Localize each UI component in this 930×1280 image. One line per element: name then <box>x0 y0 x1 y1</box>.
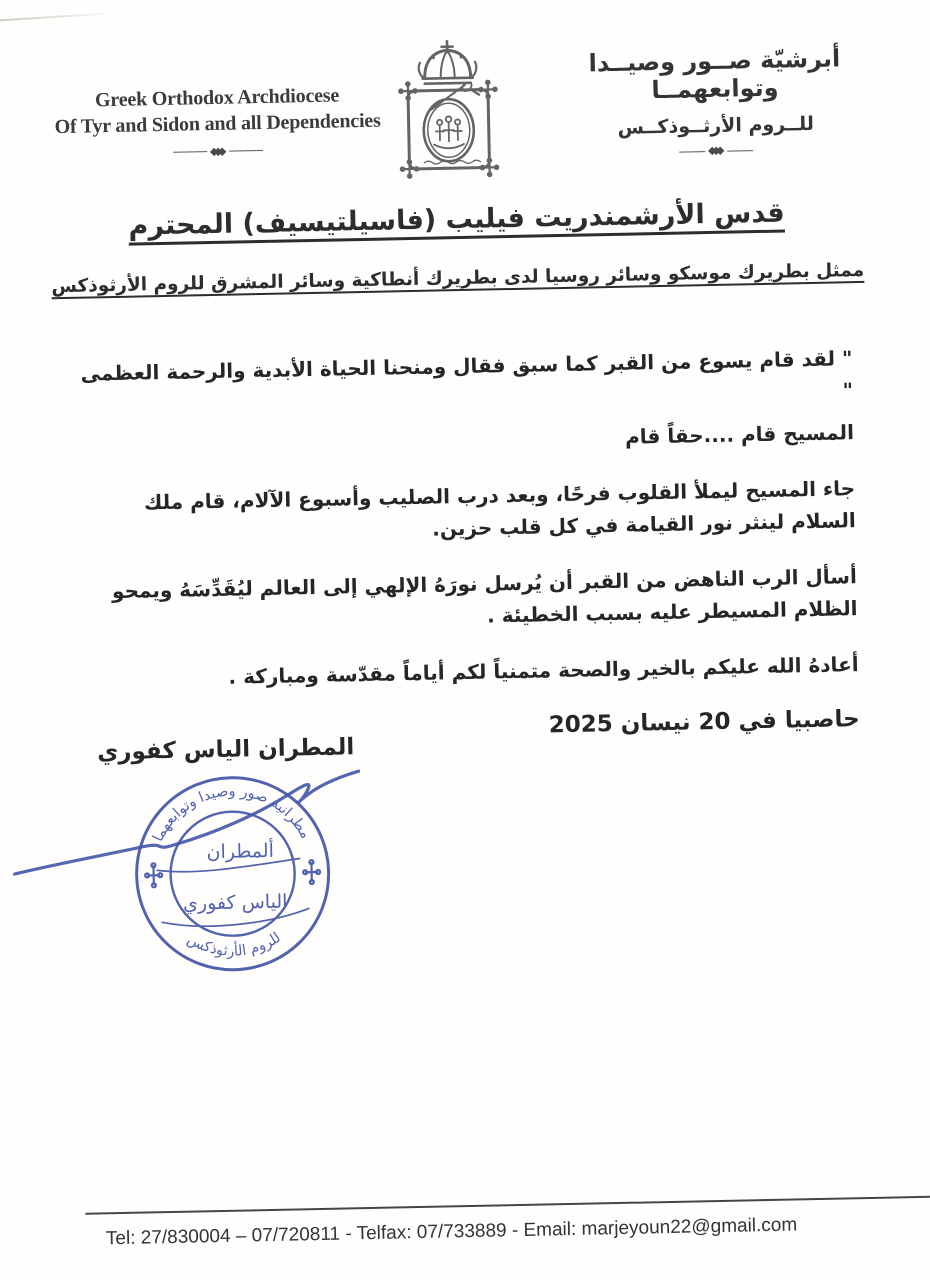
stamp-arc-top-text: مطرانية صور وصيدا وتوابعهما <box>150 783 314 845</box>
stamp-inner-title: ألمطران <box>206 839 275 864</box>
official-stamp-icon <box>135 776 331 972</box>
paragraph-2: جاء المسيح ليملأ القلوب فرحًا، وبعد درب الصليب وأسبوع الآلام، قام ملك السلام لينثر نور القيامة في كل قلب حزين. <box>143 476 856 541</box>
org-name-ar-line2: للــروم الأرثــوذكــس <box>617 112 815 139</box>
header-divider-arabic <box>526 144 906 158</box>
footer-rule <box>85 1195 930 1214</box>
paragraph-3: أسأل الرب الناهض من القبر أن يُرسل نورَهُ الإلهي إلى العالم ليُقَدِّسَهُ ويمحو الظلام المسيطر عليه بسبب الخطيئة . <box>111 564 858 628</box>
signatory-name: المطران الياس كفوري <box>96 734 355 766</box>
org-name-ar-line1: أبرشيّة صــور وصيــدا وتوابعهمــا <box>588 44 841 105</box>
header-divider-english <box>38 145 398 158</box>
recipient-title: قدس الأرشمندريت فيليب (فاسيلتيسيف) المحترم <box>128 197 785 242</box>
stamp-and-signature <box>2 753 427 996</box>
stamp-inner-name: الياس كفوري <box>182 890 288 915</box>
footer-contact: Tel: 27/830004 – 07/720811 - Telfax: 07/733889 - Email: marjeyoun22@gmail.com <box>105 1214 798 1250</box>
org-name-en-line2: Of Tyr and Sidon and all Dependencies <box>54 109 381 139</box>
archdiocese-crest-icon <box>385 37 512 179</box>
handwritten-signature <box>13 771 361 874</box>
scan-artifact-mark <box>0 12 113 22</box>
letter-body <box>74 342 859 720</box>
org-name-en-line1: Greek Orthodox Archdiocese <box>94 84 340 112</box>
paragraph-christ-risen: المسيح قام ....حقاً قام <box>624 420 855 449</box>
diamond-ornament-icon <box>212 149 224 155</box>
stamp-arc-bottom-text: للروم الأرثوذكس <box>184 929 284 960</box>
recipient-subtitle: ممثل بطريرك موسكو وسائر روسيا لدى بطريرك أنطاكية وسائر المشرق للروم الأرثوذكس <box>51 259 865 298</box>
header-arabic <box>524 43 906 158</box>
paragraph-4: أعادهُ الله عليكم بالخير والصحة متمنياً لكم أياماً مقدّسة ومباركة . <box>228 652 859 689</box>
paragraph-quote: " لقد قام يسوع من القبر كما سبق فقال ومنحنا الحياة الأبدية والرحمة العظمى " <box>80 346 854 403</box>
diamond-ornament-icon <box>710 148 722 154</box>
header-english <box>37 81 398 158</box>
date-line: حاصبيا في 20 نيسان 2025 <box>548 706 860 739</box>
